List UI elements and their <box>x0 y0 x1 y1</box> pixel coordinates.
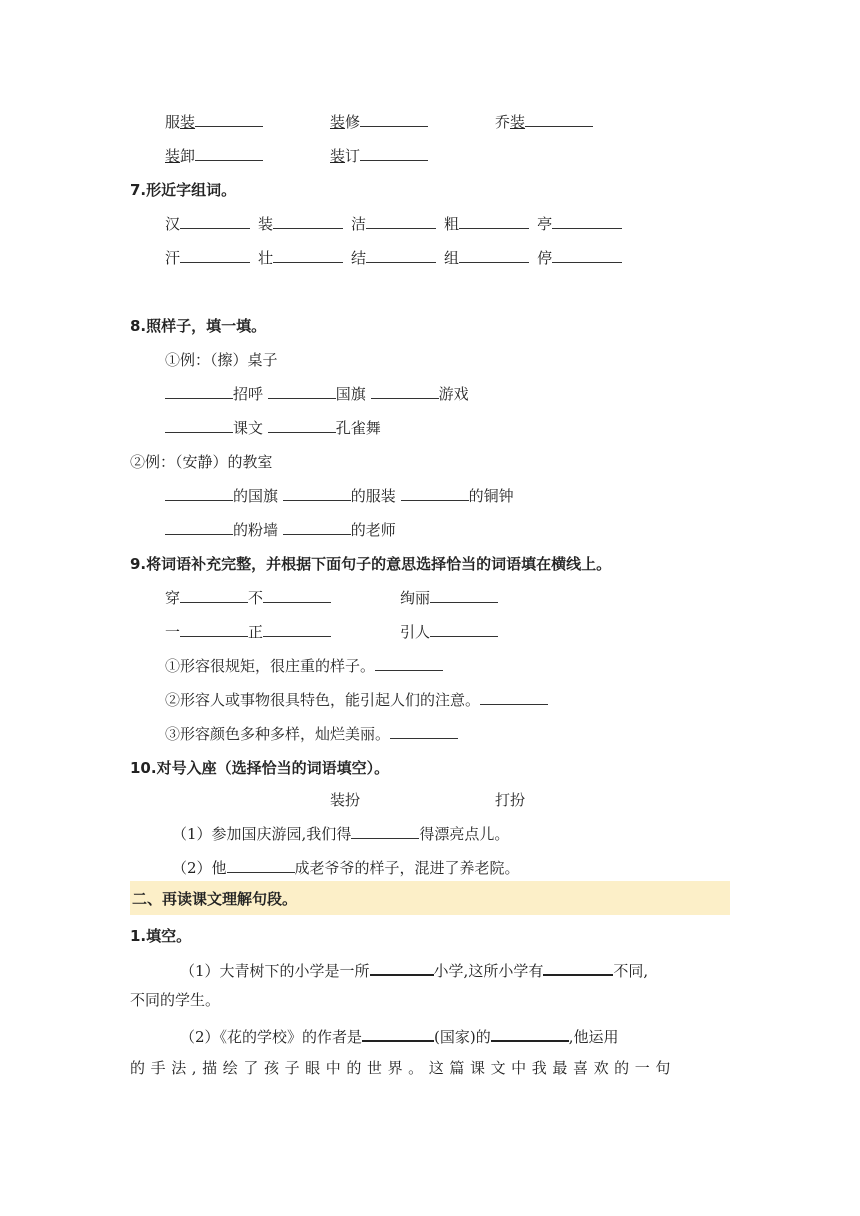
q8-row2: 课文 孔雀舞 <box>165 418 381 438</box>
fill-p2-line2: 的手法,描绘了孩子眼中的世界。这篇课文中我最喜欢的一句 <box>130 1059 676 1077</box>
q10-title: 10.对号入座（选择恰当的词语填空）。 <box>130 759 390 777</box>
q9-word1: 穿 不 <box>165 588 331 608</box>
q8-row4: 的粉墙 的老师 <box>165 520 396 540</box>
q9-sentence2: ②形容人或事物很具特色，能引起人们的注意。 <box>165 690 548 710</box>
q9-word3: 一 正 <box>165 622 331 642</box>
q7-title: 7.形近字组词。 <box>130 181 237 199</box>
q10-sentence2: （2）他 成老爷爷的样子，混进了养老院。 <box>172 859 520 877</box>
word-zhuangding: 装订 <box>330 146 428 166</box>
q8-example2: ②例：（安静）的教室 <box>130 453 273 471</box>
q9-sentence3: ③形容颜色多种多样，灿烂美丽。 <box>165 724 458 744</box>
q8-row1: 招呼 国旗 游戏 <box>165 384 469 404</box>
section-title: 二、再读课文理解句段。 <box>132 890 298 908</box>
q9-sentence1: ①形容很规矩，很庄重的样子。 <box>165 656 443 676</box>
q10-option2: 打扮 <box>495 791 526 809</box>
word-zhuangxie: 装卸 <box>165 146 263 166</box>
q10-sentence1: （1）参加国庆游园,我们得 得漂亮点儿。 <box>172 825 510 843</box>
section-header <box>130 881 730 915</box>
q7-row2: 汗 壮 结 组 停 <box>165 248 622 268</box>
fill-p1-line2: 不同的学生。 <box>130 991 221 1009</box>
q8-row3: 的国旗 的服装 的铜钟 <box>165 486 514 506</box>
q9-title: 9.将词语补充完整，并根据下面句子的意思选择恰当的词语填在横线上。 <box>130 555 612 573</box>
word-fuzhuang: 服装 <box>165 112 263 132</box>
q8-title: 8.照样子，填一填。 <box>130 317 267 335</box>
fill-title: 1.填空。 <box>130 927 192 945</box>
q9-word2: 绚丽 <box>400 588 498 608</box>
q7-row1: 汉 装 洁 粗 亭 <box>165 214 622 234</box>
q8-example1: ①例：（擦）桌子 <box>165 351 278 369</box>
fill-p1-line1: （1）大青树下的小学是一所 小学,这所小学有 不同, <box>180 962 649 980</box>
fill-p2-line1: （2）《花的学校》的作者是 (国家)的 ,他运用 <box>180 1028 619 1046</box>
q9-word4: 引人 <box>400 622 498 642</box>
word-zhuangxiu: 装修 <box>330 112 428 132</box>
q10-option1: 装扮 <box>330 791 361 809</box>
word-qiaozhuang: 乔装 <box>495 112 593 132</box>
